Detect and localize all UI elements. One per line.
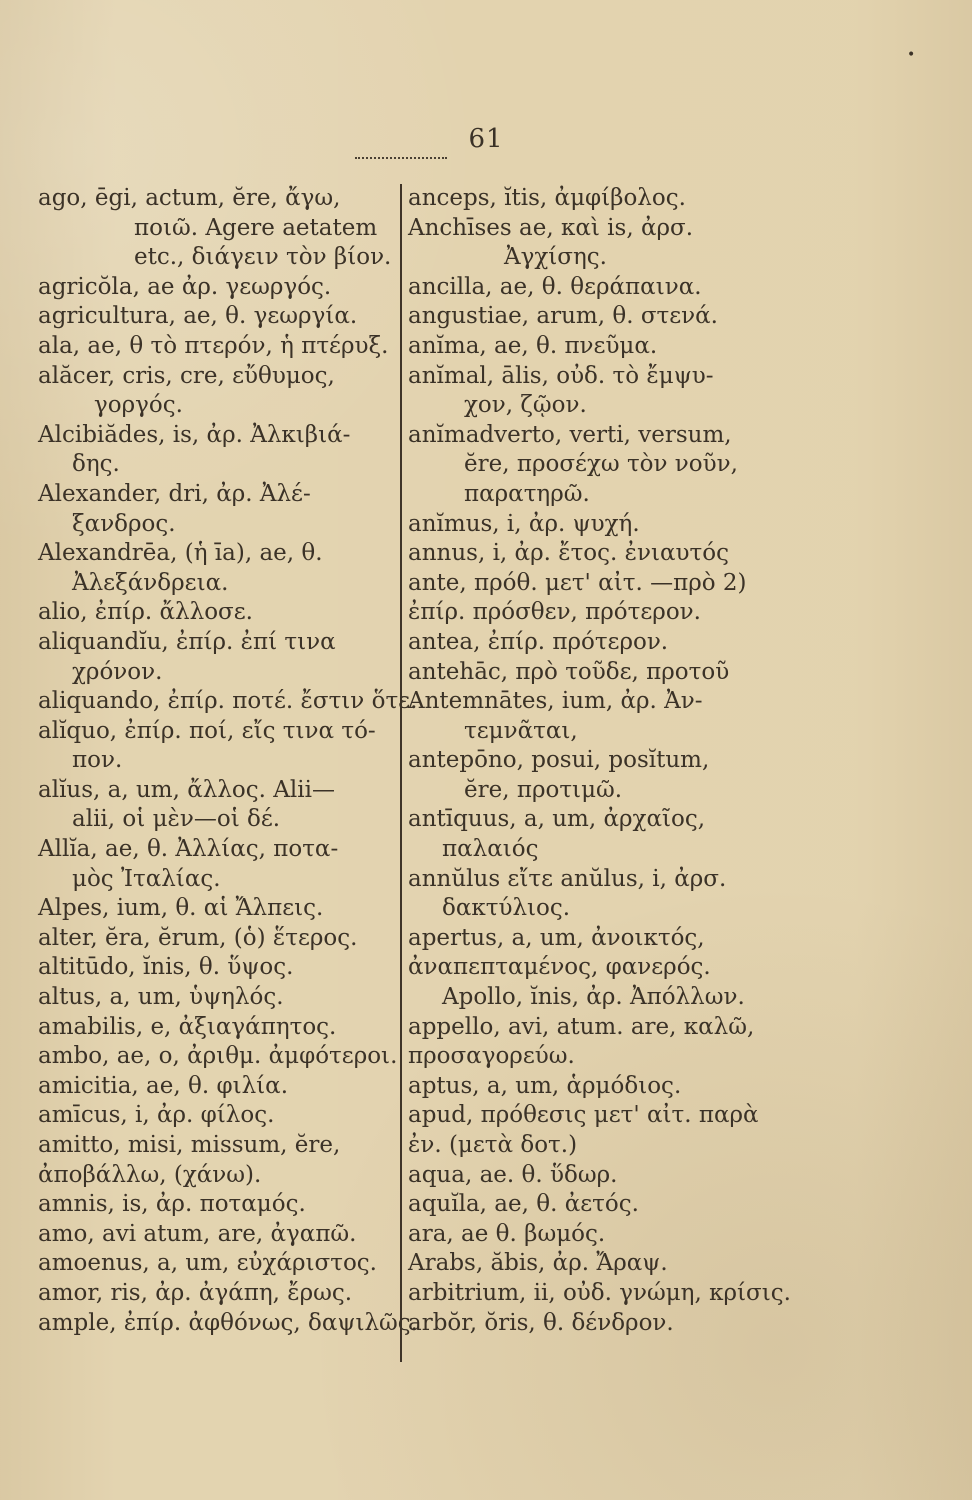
column-divider	[400, 184, 402, 1362]
entry-line: ara, ae θ. βωμός.	[408, 1220, 606, 1247]
page-number: 61	[468, 124, 504, 154]
entry-line: ago, ēgi, actum, ĕre, ἄγω,	[38, 185, 341, 211]
entry-line: amoenus, a, um, εὐχάριστος.	[38, 1250, 377, 1277]
page-number-rule	[355, 157, 447, 159]
entry-line: amitto, misi, missum, ĕre,	[38, 1132, 341, 1158]
entry-line: Alpes, ium, θ. αἱ Ἄλπεις.	[38, 895, 324, 922]
entry-line: δης.	[72, 451, 120, 478]
entry-line: γοργός.	[94, 392, 183, 419]
entry-line: πον.	[72, 747, 123, 774]
entry-line: amor, ris, ἀρ. ἀγάπη, ἔρως.	[38, 1279, 353, 1306]
entry-line: τεμνᾶται,	[464, 717, 578, 744]
entry-line: aptus, a, um, ἁρμόδιος.	[408, 1072, 682, 1099]
entry-line: ἀποβάλλω, (χάνω).	[38, 1161, 262, 1188]
entry-line: aqua, ae. θ. ὕδωρ.	[408, 1161, 618, 1188]
entry-line: aquĭla, ae, θ. ἀετός.	[408, 1191, 639, 1218]
entry-line: προσαγορεύω.	[408, 1043, 575, 1070]
entry-line: Antemnātes, ium, ἀρ. Ἀν-	[408, 688, 703, 715]
entry-line: anĭmadverto, verti, versum,	[408, 421, 732, 448]
entry-line: agricŏla, ae ἀρ. γεωργός.	[38, 273, 332, 300]
entry-line: agricultura, ae, θ. γεωργία.	[38, 303, 358, 330]
entry-line: anĭma, ae, θ. πνεῦμα.	[408, 332, 658, 359]
entry-line: apertus, a, um, ἀνοικτός,	[408, 924, 705, 951]
entry-line: anĭmus, i, ἀρ. ψυχή.	[408, 510, 640, 537]
entry-line: ἐπίρ. πρόσθεν, πρότερον.	[408, 599, 701, 626]
entry-line: Alcibiădes, is, ἀρ. Ἀλκιβιά-	[38, 421, 351, 448]
ink-dot: •	[907, 47, 916, 63]
entry-line: arbŏr, ŏris, θ. δένδρον.	[408, 1309, 674, 1336]
entry-line: antehāc, πρὸ τοῦδε, προτοῦ	[408, 658, 730, 685]
entry-line: ala, ae, θ τὸ πτερόν, ἡ πτέρυξ.	[38, 332, 389, 359]
entry-line: annus, i, ἀρ. ἔτος. ἐνιαυτός	[408, 540, 729, 567]
entry-line: anĭmal, ālis, οὐδ. τὸ ἔμψυ-	[408, 362, 714, 389]
entry-line: Anchīses ae, καὶ is, ἀρσ.	[408, 214, 694, 241]
entry-line: Ἀλεξάνδρεια.	[72, 569, 229, 596]
entry-line: arbitrium, ii, οὐδ. γνώμη, κρίσις.	[408, 1279, 791, 1306]
entry-line: Alexandrēa, (ἡ īa), ae, θ.	[38, 540, 323, 567]
entry-line: Arabs, ăbis, ἀρ. Ἄραψ.	[408, 1250, 668, 1277]
entry-line: Alexander, dri, ἀρ. Ἀλέ-	[38, 480, 311, 507]
entry-line: Allĭa, ae, θ. Ἀλλίας, ποτα-	[38, 836, 339, 863]
entry-line: apud, πρόθεσις μετ' αἰτ. παρὰ	[408, 1102, 759, 1129]
entry-line: amicitia, ae, θ. φιλία.	[38, 1072, 289, 1099]
entry-line: ambo, ae, o, ἀριθμ. ἀμφότεροι.	[38, 1043, 398, 1070]
entry-line: ξανδρος.	[72, 510, 176, 537]
entry-line: ĕre, προσέχω τὸν νοῦν,	[464, 451, 738, 478]
entry-line: Apollo, ĭnis, ἀρ. Ἀπόλλων.	[442, 984, 745, 1011]
entry-line: ĕre, προτιμῶ.	[464, 776, 623, 803]
entry-line: ἀναπεπταμένος, φανερός.	[408, 954, 711, 981]
entry-line: ancilla, ae, θ. θεράπαινα.	[408, 273, 702, 300]
entry-line: altitūdo, ĭnis, θ. ὕψος.	[38, 954, 294, 981]
entry-line: antepōno, posui, posĭtum,	[408, 747, 710, 774]
entry-line: angustiae, arum, θ. στενά.	[408, 303, 718, 330]
entry-line: aliquando, ἐπίρ. ποτέ. ἔστιν ὅτε.	[38, 688, 418, 715]
entry-line: Ἀγχίσης.	[504, 244, 607, 271]
entry-line: antea, ἐπίρ. πρότερον.	[408, 628, 669, 655]
right-column	[408, 184, 942, 1338]
entry-line: aliquandĭu, ἐπίρ. ἐπί τινα	[38, 628, 336, 655]
entry-line: amabilis, e, ἀξιαγάπητος.	[38, 1013, 337, 1040]
entry-line: ποιῶ. Agere aetatem	[134, 214, 378, 241]
entry-line: amnis, is, ἀρ. ποταμός.	[38, 1191, 306, 1218]
entry-line: alĭus, a, um, ἄλλος. Alii—	[38, 776, 335, 803]
entry-line: ante, πρόθ. μετ' αἰτ. —πρὸ 2)	[408, 569, 747, 596]
entry-line: appello, avi, atum. are, καλῶ,	[408, 1013, 755, 1040]
entry-line: anceps, ĭtis, ἀμφίβολος.	[408, 185, 686, 211]
entry-line: παρατηρῶ.	[464, 480, 590, 507]
entry-line: alăcer, cris, cre, εὔθυμος,	[38, 362, 335, 389]
entry-line: altus, a, um, ὑψηλός.	[38, 984, 284, 1011]
entry-line: ample, ἐπίρ. ἀφθόνως, δαψιλῶς.	[38, 1309, 418, 1336]
entry-line: ἐν. (μετὰ δοτ.)	[408, 1132, 578, 1158]
entry-line: παλαιός	[442, 836, 539, 863]
left-column	[38, 184, 418, 1338]
entry-line: μὸς Ἰταλίας.	[72, 865, 221, 892]
entry-line: antīquus, a, um, ἀρχαῖος,	[408, 806, 706, 833]
entry-line: alter, ĕra, ĕrum, (ὁ) ἕτερος.	[38, 924, 358, 951]
entry-line: alii, οἱ μὲν—οἱ δέ.	[72, 806, 281, 833]
entry-line: χον, ζῷον.	[464, 392, 587, 419]
entry-line: δακτύλιος.	[442, 895, 571, 922]
entry-line: χρόνον.	[72, 658, 163, 685]
entry-line: alĭquo, ἐπίρ. ποί, εἴς τινα τό-	[38, 717, 376, 744]
entry-line: etc., διάγειν τὸν βίον.	[134, 244, 392, 271]
entry-line: annŭlus εἴτε anŭlus, i, ἀρσ.	[408, 865, 727, 892]
entry-line: alio, ἐπίρ. ἄλλοσε.	[38, 599, 253, 626]
entry-line: amo, avi atum, are, ἀγαπῶ.	[38, 1220, 357, 1247]
entry-line: amīcus, i, ἀρ. φίλος.	[38, 1102, 275, 1129]
